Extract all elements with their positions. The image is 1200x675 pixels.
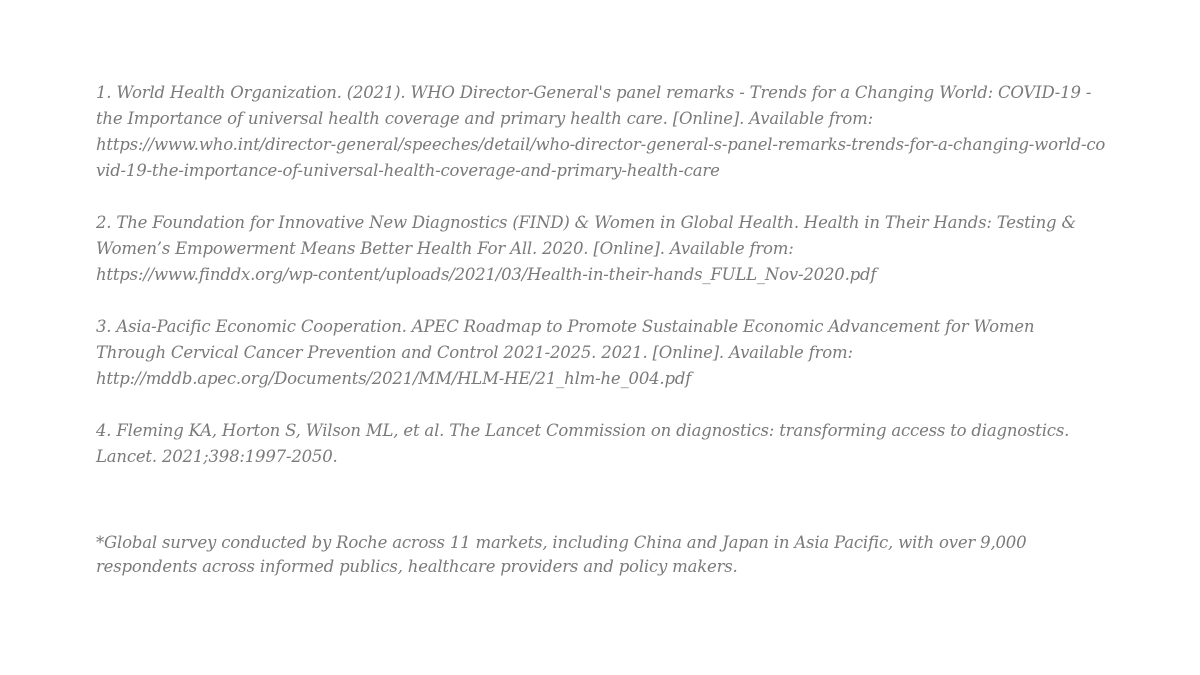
reference-url[interactable]: http://mddb.apec.org/Documents/2021/MM/HLM-HE/21_hlm-he_004.pdf [96,369,692,388]
reference-text: 3. Asia-Pacific Economic Cooperation. APEC Roadmap to Promote Sustainable Economic Advancement for Women Through Cervical Cancer Prevention and Control 2021-2025. 2021. [Online]. Available from: [96,317,1035,362]
reference-1 [96,80,1106,184]
reference-3 [96,314,1106,392]
reference-2 [96,210,1106,288]
reference-4 [96,418,1106,470]
reference-text: 4. Fleming KA, Horton S, Wilson ML, et al. The Lancet Commission on diagnostics: transforming access to diagnostics. Lancet. 2021;398:1997-2050. [96,421,1070,466]
reference-url[interactable]: https://www.finddx.org/wp-content/uploads/2021/03/Health-in-their-hands_FULL_Nov-2020.pdf [96,265,877,284]
reference-url[interactable]: https://www.who.int/director-general/speeches/detail/who-director-general-s-panel-remarks-trends-for-a-changing-world-covid-19-the-importance-of-universal-health-coverage-and-primary-health-care [96,135,1106,180]
reference-text: 2. The Foundation for Innovative New Diagnostics (FIND) & Women in Global Health. Health in Their Hands: Testing & Women’s Empowerment Means Better Health For All. 2020. [Online]. Available from: [96,213,1076,258]
survey-footnote: *Global survey conducted by Roche across 11 markets, including China and Japan in Asia Pacific, with over 9,000 respondents across informed publics, healthcare providers and policy makers. [96,533,1027,576]
references-list [96,80,1106,496]
reference-text: 1. World Health Organization. (2021). WHO Director-General's panel remarks - Trends for a Changing World: COVID-19 - the Importance of universal health coverage and primary health care. [Online]. Available from: [96,83,1092,128]
